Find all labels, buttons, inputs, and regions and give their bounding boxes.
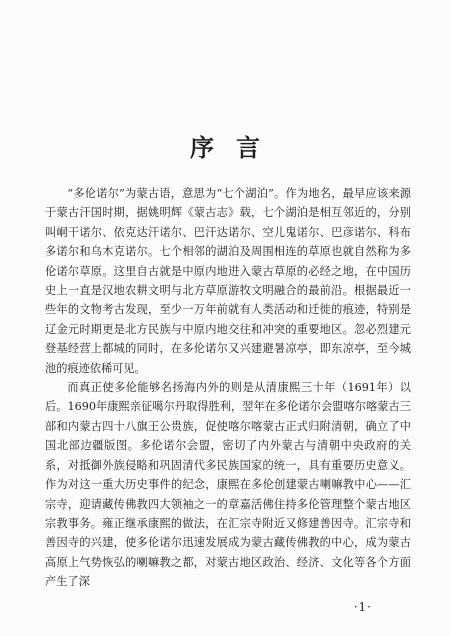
body-text: [45, 184, 411, 592]
paragraph: “多伦诺尔”为蒙古语，意思为“七个湖泊”。作为地名，最早应该来源于蒙古汗国时期，据姚明辉《蒙古志》载，七个湖泊是相互邻近的，分别叫峒干诺尔、依克达汗诺尔、巴汗达诺尔、空儿鬼诺尔、巴彦诺尔、科布多诺尔和乌木克诺尔。七个相邻的湖泊及周围相连的草原也就自然称为多伦诺尔草原。这里自古就是中原内地进入蒙古草原的必经之地，在中国历史上一直是汉地农耕文明与北方草原游牧文明融合的最前沿。根据最近一些年的文物考古发现，至少一万年前就有人类活动和迁徙的痕迹，特别是辽金元时期更是北方民族与中原内地交往和冲突的重要地区。忽必烈建元登基经营上都城的同时，在多伦诺尔又兴建避暑凉亭，即东凉亭，至今城池的痕迹依稀可见。: [45, 187, 411, 375]
paragraph: 而真正使多伦能够名扬海内外的则是从清康熙三十年（1691年）以后。1690年康熙亲征噶尔丹取得胜利，翌年在多伦诺尔会盟喀尔喀蒙古三部和内蒙古四十八旗王公贵族，促使喀尔喀蒙古正式归附清朝，确立了中国北部边疆版图。多伦诺尔会盟，密切了内外蒙古与清朝中央政府的关系，对抵御外族侵略和巩固清代多民族国家的统一，具有重要历史意义。作为对这一重大历史事件的纪念，康熙在多伦创建蒙古喇嘛教中心——汇宗寺，迎请藏传佛教四大领袖之一的章嘉活佛住持多伦管理整个蒙古地区宗教事务。雍正继承康熙的做法，在汇宗寺附近又修建善因寺。汇宗寺和善因寺的兴建，使多伦诺尔迅速发展成为蒙古藏传佛教的中心，成为蒙古高原上气势恢弘的喇嘛教之都，对蒙古地区政治、经济、文化等各个方面产生了深: [45, 381, 411, 589]
page-number: ·1·: [353, 600, 372, 614]
page-title: 序言: [190, 134, 282, 162]
